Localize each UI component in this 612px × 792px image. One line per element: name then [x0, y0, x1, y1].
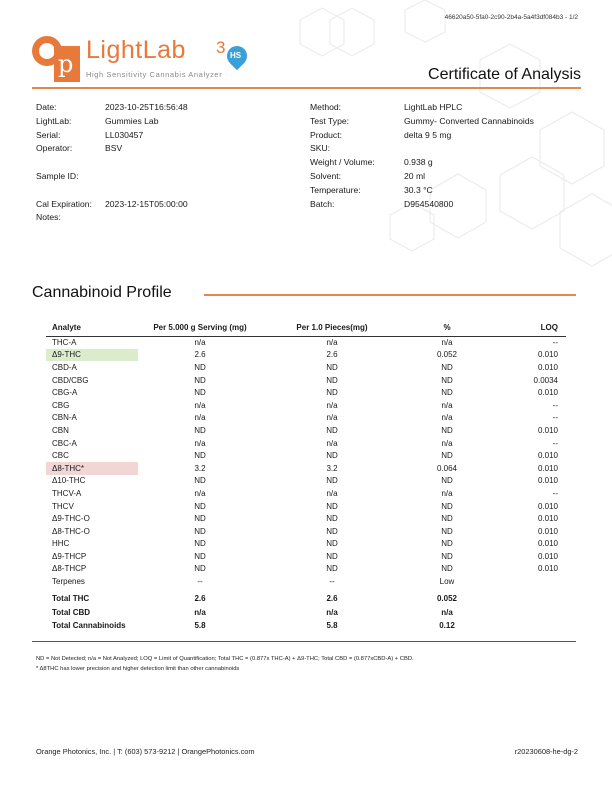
percent-cell: ND: [441, 526, 453, 536]
serving-cell: n/a: [194, 607, 206, 617]
meta-row: [310, 156, 534, 170]
serving-cell: ND: [194, 564, 206, 574]
meta-label: Method:: [310, 102, 342, 112]
meta-label: Notes:: [36, 212, 61, 223]
piece-cell: ND: [326, 539, 338, 549]
logo-tagline: High Sensitivity Cannabis Analyzer: [86, 70, 223, 79]
table-row: [46, 449, 566, 462]
table-row: [46, 437, 566, 450]
serving-cell: ND: [194, 362, 206, 372]
loq-cell: 0.010: [537, 362, 558, 372]
loq-cell: 0.010: [537, 551, 558, 561]
percent-cell: ND: [441, 551, 453, 561]
percent-cell: ND: [441, 564, 453, 574]
table-row: [46, 361, 566, 374]
analyte-cell: Δ10-THC: [52, 476, 86, 486]
percent-cell: 0.052: [436, 594, 458, 604]
serving-cell: --: [197, 577, 203, 587]
meta-label: [36, 184, 105, 198]
percent-cell: 0.12: [439, 621, 455, 631]
serving-cell: n/a: [194, 338, 206, 348]
percent-cell: ND: [441, 501, 453, 511]
table-row: [46, 563, 566, 576]
loq-cell: 0.010: [537, 451, 558, 461]
meta-value: LL030457: [105, 129, 144, 140]
meta-label: Date:: [36, 102, 57, 112]
meta-value: Gummy- Converted Cannabinoids: [404, 115, 534, 126]
meta-label: Operator:: [36, 143, 73, 154]
meta-value: 30.3 °C: [404, 184, 433, 195]
percent-cell: n/a: [441, 488, 453, 498]
analyte-cell: Δ9-THCP: [52, 551, 87, 561]
serving-cell: n/a: [194, 413, 206, 423]
page-title: Certificate of Analysis: [428, 66, 581, 83]
table-row: [46, 349, 566, 362]
analyte-cell: Δ8-THC-O: [52, 526, 90, 536]
loq-cell: --: [552, 338, 558, 348]
column-header: %: [402, 322, 492, 336]
meta-row: [36, 170, 188, 184]
piece-cell: n/a: [326, 438, 338, 448]
cannabinoid-table: [46, 322, 566, 633]
meta-value: 2023-10-25T16:56:48: [105, 102, 188, 112]
analyte-cell: CBG-A: [52, 388, 78, 398]
meta-row: [310, 101, 534, 115]
loq-cell: 0.010: [537, 463, 558, 473]
loq-cell: --: [552, 438, 558, 448]
meta-right: [310, 101, 534, 211]
meta-label: Batch:: [310, 198, 335, 209]
meta-row: [36, 184, 188, 198]
meta-row: [36, 156, 188, 170]
meta-value: delta 9 5 mg: [404, 129, 452, 140]
piece-cell: ND: [326, 476, 338, 486]
piece-cell: --: [329, 577, 335, 587]
loq-cell: 0.010: [537, 526, 558, 536]
footnote: * Δ8THC has lower precision and higher detection limit than other cannabinoids: [36, 666, 240, 672]
loq-cell: [492, 592, 566, 606]
piece-cell: ND: [326, 501, 338, 511]
piece-cell: n/a: [326, 607, 338, 617]
piece-cell: n/a: [326, 400, 338, 410]
serving-cell: n/a: [194, 488, 206, 498]
serving-cell: 5.8: [194, 621, 206, 631]
percent-cell: n/a: [441, 338, 453, 348]
footer-contact: Orange Photonics, Inc. | T: (603) 573-9212 | OrangePhotonics.com: [36, 747, 255, 756]
percent-cell: 0.052: [436, 350, 458, 360]
loq-cell: --: [552, 400, 558, 410]
meta-row: [310, 115, 534, 129]
piece-cell: ND: [326, 451, 338, 461]
piece-cell: ND: [326, 526, 338, 536]
percent-cell: ND: [441, 362, 453, 372]
loq-cell: 0.010: [537, 539, 558, 549]
piece-cell: n/a: [326, 413, 338, 423]
analyte-cell: Terpenes: [52, 577, 85, 587]
table-row: [46, 538, 566, 551]
meta-left: [36, 101, 188, 225]
percent-cell: n/a: [441, 607, 453, 617]
analyte-cell: THC-A: [52, 338, 77, 348]
analyte-cell: Δ9-THC-O: [52, 514, 90, 524]
loq-cell: --: [552, 488, 558, 498]
piece-cell: n/a: [326, 338, 338, 348]
meta-label: SKU:: [310, 143, 331, 154]
table-row: [46, 487, 566, 500]
meta-value: 0.938 g: [404, 157, 433, 168]
piece-cell: 2.6: [326, 594, 338, 604]
analyte-cell: Total CBD: [52, 607, 91, 617]
meta-value: 20 ml: [404, 170, 426, 181]
percent-cell: 0.064: [436, 463, 458, 473]
meta-row: [36, 101, 188, 115]
loq-cell: 0.010: [537, 350, 558, 360]
loq-cell: 0.010: [537, 501, 558, 511]
table-row: [46, 462, 566, 475]
table-row: [46, 386, 566, 399]
section-divider: [204, 294, 576, 296]
analyte-cell: Total Cannabinoids: [52, 621, 126, 631]
total-row: [46, 605, 566, 619]
analyte-cell: CBN-A: [52, 413, 77, 423]
percent-cell: ND: [441, 375, 453, 385]
piece-cell: 2.6: [326, 350, 338, 360]
meta-row: [310, 184, 534, 198]
meta-row: [36, 198, 188, 212]
loq-cell: --: [552, 413, 558, 423]
table-row: [46, 424, 566, 437]
serving-cell: ND: [194, 375, 206, 385]
piece-cell: ND: [326, 564, 338, 574]
meta-row: [310, 129, 534, 143]
analyte-cell: CBN: [52, 425, 69, 435]
piece-cell: ND: [326, 375, 338, 385]
lightlab-logo: [28, 34, 258, 82]
meta-label: Weight / Volume:: [310, 157, 375, 168]
piece-cell: ND: [326, 362, 338, 372]
loq-cell: 0.0034: [533, 375, 558, 385]
meta-label: Serial:: [36, 129, 61, 140]
serving-cell: n/a: [194, 438, 206, 448]
serving-cell: ND: [194, 551, 206, 561]
meta-row: [310, 170, 534, 184]
analyte-cell: CBG: [52, 400, 70, 410]
analyte-cell: Total THC: [52, 594, 90, 604]
loq-cell: 0.010: [537, 514, 558, 524]
analyte-cell: Δ9-THC: [46, 349, 138, 362]
title-divider: [32, 87, 581, 89]
analyte-cell: Δ8-THCP: [52, 564, 87, 574]
table-row: [46, 550, 566, 563]
table-row: [46, 336, 566, 349]
meta-label: Test Type:: [310, 115, 350, 126]
table-row: [46, 399, 566, 412]
logo-brand-number: 3: [216, 38, 226, 57]
loq-cell: [492, 605, 566, 619]
serving-cell: ND: [194, 388, 206, 398]
serving-cell: ND: [194, 514, 206, 524]
meta-value: BSV: [105, 143, 123, 154]
meta-value: Gummies Lab: [105, 115, 159, 126]
analyte-cell: THCV-A: [52, 488, 82, 498]
percent-cell: ND: [441, 451, 453, 461]
table-body: [46, 336, 566, 633]
percent-cell: Low: [439, 577, 455, 587]
loq-cell: [492, 575, 566, 588]
analyte-cell: CBC-A: [52, 438, 77, 448]
table-row: [46, 374, 566, 387]
total-row: [46, 592, 566, 606]
analyte-cell: THCV: [52, 501, 74, 511]
serving-cell: ND: [194, 501, 206, 511]
serving-cell: ND: [194, 526, 206, 536]
percent-cell: n/a: [441, 413, 453, 423]
footer-revision: r20230608-he-dg-2: [514, 747, 578, 756]
serving-cell: ND: [194, 451, 206, 461]
piece-cell: 3.2: [326, 463, 338, 473]
percent-cell: ND: [441, 425, 453, 435]
piece-cell: ND: [326, 388, 338, 398]
serving-cell: ND: [194, 539, 206, 549]
meta-row: [36, 142, 188, 156]
serving-cell: 2.6: [194, 594, 206, 604]
analyte-cell: CBD/CBG: [52, 375, 89, 385]
loq-cell: 0.010: [537, 564, 558, 574]
analyte-cell: Δ8-THC*: [46, 462, 138, 475]
meta-label: LightLab:: [36, 115, 72, 126]
meta-value: LightLab HPLC: [404, 102, 463, 112]
piece-cell: ND: [326, 425, 338, 435]
serving-cell: ND: [194, 425, 206, 435]
footnotes: [36, 654, 414, 674]
meta-label: Solvent:: [310, 170, 342, 181]
percent-cell: ND: [441, 388, 453, 398]
piece-cell: n/a: [326, 488, 338, 498]
table-row: [46, 575, 566, 588]
document-id: 46620a50-5fa0-2c90-2b4a-5a4f3df084b3 - 1/2: [444, 14, 578, 21]
total-row: [46, 619, 566, 633]
meta-value: 2023-12-15T05:00:00: [105, 198, 188, 209]
serving-cell: 3.2: [194, 463, 206, 473]
meta-label: Sample ID:: [36, 170, 79, 181]
meta-label: Cal Expiration:: [36, 198, 92, 209]
serving-cell: n/a: [194, 400, 206, 410]
loq-cell: [492, 619, 566, 633]
loq-cell: 0.010: [537, 476, 558, 486]
piece-cell: ND: [326, 514, 338, 524]
table-header-row: [46, 322, 566, 336]
table-row: [46, 512, 566, 525]
meta-row: [36, 115, 188, 129]
section-title: Cannabinoid Profile: [32, 284, 172, 301]
piece-cell: ND: [326, 551, 338, 561]
percent-cell: ND: [441, 539, 453, 549]
table-row: [46, 525, 566, 538]
meta-row: [310, 142, 534, 156]
percent-cell: n/a: [441, 438, 453, 448]
meta-label: [36, 156, 105, 170]
column-header: Analyte: [46, 322, 138, 336]
logo-badge: HS: [230, 51, 242, 60]
percent-cell: ND: [441, 476, 453, 486]
analyte-cell: CBC: [52, 451, 69, 461]
column-header: LOQ: [492, 322, 566, 336]
footnote: ND = Not Detected; n/a = Not Analyzed; LOQ = Limit of Quantification; Total THC = (0.877x THC-A) + Δ9-THC; Total CBD = (0.877xCBD-A) + CBD.: [36, 656, 414, 662]
column-header: Per 1.0 Pieces(mg): [262, 322, 402, 336]
table-row: [46, 412, 566, 425]
meta-row: [310, 198, 534, 212]
piece-cell: 5.8: [326, 621, 338, 631]
serving-cell: 2.6: [194, 350, 206, 360]
loq-cell: 0.010: [537, 388, 558, 398]
logo-p-letter: p: [58, 50, 74, 78]
meta-label: Product:: [310, 129, 343, 140]
analyte-cell: CBD-A: [52, 362, 77, 372]
analyte-cell: HHC: [52, 539, 70, 549]
meta-row: [36, 129, 188, 143]
percent-cell: n/a: [441, 400, 453, 410]
table-bottom-rule: [32, 641, 576, 642]
column-header: Per 5.000 g Serving (mg): [138, 322, 262, 336]
table-row: [46, 500, 566, 513]
meta-row: [36, 211, 188, 225]
logo-brand: LightLab: [86, 36, 186, 64]
table-row: [46, 475, 566, 488]
serving-cell: ND: [194, 476, 206, 486]
percent-cell: ND: [441, 514, 453, 524]
meta-label: Temperature:: [310, 184, 361, 195]
meta-value: D954540800: [404, 198, 454, 209]
loq-cell: 0.010: [537, 425, 558, 435]
